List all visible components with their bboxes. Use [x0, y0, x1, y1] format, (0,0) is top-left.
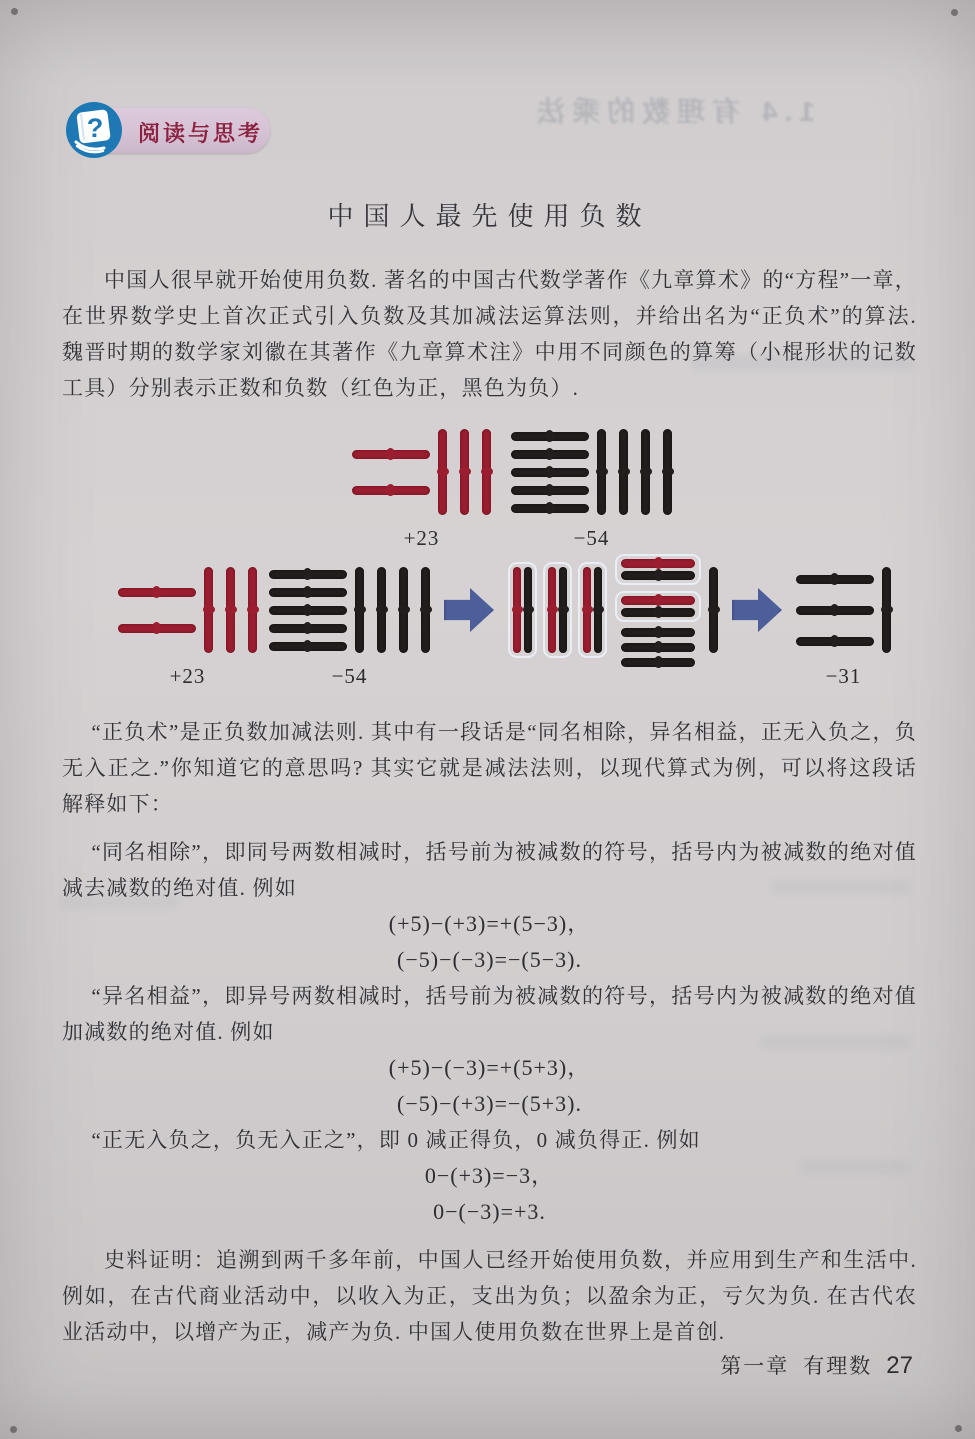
counting-rod-red	[438, 429, 447, 515]
counting-rod-black	[524, 567, 532, 653]
cancelling-vertical-pairs	[508, 562, 607, 658]
counting-rod-black	[269, 642, 347, 651]
counting-rod-black	[621, 608, 695, 617]
counting-rod-black	[619, 429, 628, 515]
counting-rod-black	[269, 588, 347, 597]
horizontal-rod-group	[118, 588, 196, 633]
counting-rod-black	[559, 567, 567, 653]
counting-rod-black	[621, 628, 695, 637]
rods-cell	[508, 564, 718, 692]
counting-rod-red	[248, 567, 257, 653]
vertical-rod-group	[438, 429, 491, 515]
counting-rod-red	[226, 567, 235, 653]
bleed-through-header: 1.4 有理数的乘法	[530, 96, 815, 127]
chapter-label: 第一章	[720, 1354, 790, 1378]
pair-box	[615, 591, 701, 622]
scan-artifact	[955, 1425, 962, 1432]
rod-value-label: −54	[573, 526, 610, 550]
vertical-rod-group	[597, 429, 672, 515]
rod-value-label: −54	[331, 664, 368, 688]
counting-rod-black	[594, 567, 602, 653]
rod-value-label: +23	[403, 526, 440, 550]
horizontal-rod-group	[511, 432, 589, 513]
cancelling-horizontal-group	[615, 554, 701, 667]
page-number: 27	[886, 1352, 913, 1379]
rods-row	[352, 426, 917, 554]
counting-rod-red	[118, 624, 196, 633]
vertical-rod-group	[204, 567, 257, 653]
rods-cell	[118, 564, 257, 692]
counting-rod-black	[511, 504, 589, 513]
counting-rod-red	[548, 567, 556, 653]
horizontal-rod-group	[352, 450, 430, 495]
paragraph-zhengwuru: “正无入负之，负无入正之”，即 0 减正得负，0 减负得正. 例如	[91, 1128, 701, 1152]
pair-box	[508, 562, 537, 658]
bleed-smudge	[690, 355, 915, 370]
svg-text:?: ?	[86, 113, 104, 143]
counting-rod-black	[709, 567, 718, 653]
equation-2: (−5)−(−3)=−(5−3).	[397, 947, 582, 972]
counting-rod-black	[796, 575, 874, 584]
counting-rod-black	[796, 637, 874, 646]
equation-4: (−5)−(+3)=−(5+3).	[397, 1091, 582, 1116]
horizontal-rod-group	[796, 575, 874, 646]
pair-box	[615, 554, 701, 585]
equation-1: (+5)−(+3)=+(5−3)，	[388, 911, 591, 936]
counting-rod-black	[621, 658, 695, 667]
counting-rod-black	[641, 429, 650, 515]
counting-rod-red	[204, 567, 213, 653]
counting-rod-red	[513, 567, 521, 653]
article-title: 中国人最先使用负数	[327, 202, 652, 231]
scan-artifact	[951, 9, 958, 16]
horizontal-rod-group	[269, 570, 347, 651]
bleed-smudge	[60, 895, 180, 909]
counting-rod-red	[352, 486, 430, 495]
equation-3: (+5)−(−3)=+(5+3)，	[388, 1055, 591, 1080]
vertical-rod-group	[709, 567, 718, 653]
page-footer	[720, 1350, 913, 1380]
counting-rod-black	[663, 429, 672, 515]
rods-cell	[511, 426, 672, 554]
paragraph-yiming: “异名相益”，即异号两数相减时，括号前为被减数的符号，括号内为被减数的绝对值加减数的绝对值. 例如	[62, 984, 917, 1044]
reading-thinking-badge	[64, 100, 294, 164]
rods-cell	[730, 564, 784, 692]
counting-rod-red	[118, 588, 196, 597]
counting-rod-black	[269, 606, 347, 615]
counting-rod-black	[399, 567, 408, 653]
counting-rod-black	[269, 570, 347, 579]
book-question-icon	[64, 100, 124, 160]
paragraph-tongming: “同名相除”，即同号两数相减时，括号前为被减数的符号，括号内为被减数的绝对值减去减数的绝对值. 例如	[62, 840, 917, 900]
rods-row	[118, 564, 917, 692]
bleed-smudge	[800, 1160, 910, 1174]
counting-rod-black	[597, 429, 606, 515]
counting-rod-black	[796, 606, 874, 615]
pair-box	[543, 562, 572, 658]
vertical-rod-group	[355, 567, 430, 653]
counting-rod-black	[511, 432, 589, 441]
counting-rod-red	[583, 567, 591, 653]
equation-6: 0−(−3)=+3.	[433, 1199, 546, 1224]
counting-rod-black	[511, 468, 589, 477]
counting-rod-black	[269, 624, 347, 633]
bleed-smudge	[770, 880, 910, 894]
paragraph-history: 史料证明：追溯到两千多年前，中国人已经开始使用负数，并应用到生产和生活中. 例如，在古代商业活动中，以收入为正，支出为负；以盈余为正，亏欠为负. 在古代农业活动中，以增产为正，减产为负. 中国人使用负数在世界上是首创.	[62, 1248, 917, 1344]
counting-rod-black	[421, 567, 430, 653]
arrow-icon	[732, 588, 782, 632]
equation-5: 0−(+3)=−3，	[424, 1163, 555, 1188]
counting-rod-black	[355, 567, 364, 653]
rods-cell	[269, 564, 430, 692]
rod-value-label: −31	[825, 664, 862, 688]
counting-rod-black	[621, 643, 695, 652]
counting-rod-red	[460, 429, 469, 515]
counting-rod-black	[377, 567, 386, 653]
vertical-rod-group	[882, 567, 891, 653]
badge-label: 阅读与思考	[138, 121, 264, 146]
bleed-smudge	[760, 1035, 910, 1049]
counting-rod-black	[621, 571, 695, 580]
pair-box	[578, 562, 607, 658]
paragraph-zhengfushu: “正负术”是正负数加减法则. 其中有一段话是“同名相除，异名相益，正无入负之，负无入正之.”你知道它的意思吗? 其实它就是减法法则，以现代算式为例，可以将这段话解释如下：	[62, 720, 917, 816]
counting-rod-black	[511, 450, 589, 459]
counting-rod-red	[352, 450, 430, 459]
scan-artifact	[11, 8, 18, 15]
rod-value-label: +23	[169, 664, 206, 688]
section-label: 有理数	[803, 1354, 873, 1378]
counting-rod-black	[511, 486, 589, 495]
paragraph-intro: 中国人很早就开始使用负数. 著名的中国古代数学著作《九章算术》的“方程”一章，在世界数学史上首次正式引入负数及其加减法运算法则，并给出名为“正负术”的算法. 魏晋时期的数学家刘徽在其著作《九章算术注》中用不同颜色的算筹（小棍形状的记数工具）分别表示正数和负数（红色为正，黑色为负）.	[62, 268, 917, 400]
counting-rods-figure	[62, 426, 917, 692]
rods-cell	[352, 426, 491, 554]
rods-cell	[442, 564, 496, 692]
rods-cell	[796, 564, 891, 692]
scan-artifact	[10, 1426, 17, 1433]
counting-rod-red	[621, 559, 695, 568]
arrow-icon	[444, 588, 494, 632]
counting-rod-black	[882, 567, 891, 653]
counting-rod-red	[482, 429, 491, 515]
counting-rod-red	[621, 596, 695, 605]
